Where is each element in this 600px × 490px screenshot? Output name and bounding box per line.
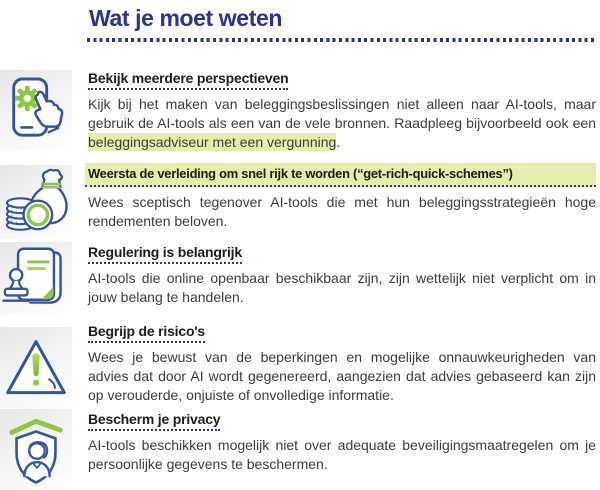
icon-tile	[0, 165, 72, 239]
section-body	[88, 348, 596, 405]
body-text: Kijk bij het maken van beleggingsbeslissingen niet alleen naar AI-tools, maar gebruik de AI-tools als een van de vele bronnen. Raadpleeg bijvoorbeeld ook een	[88, 96, 596, 132]
body-text: AI-tools beschikken mogelijk niet over adequate beveiligingsmaatregelen om je persoonlijke gegevens te beschermen.	[88, 437, 596, 473]
stamp-document-icon	[2, 244, 70, 312]
section-regulation	[0, 242, 596, 314]
body-text: AI-tools die online openbaar beschikbaar zijn, zijn wettelijk niet verplicht om in jouw belang te handelen.	[88, 270, 596, 306]
shield-person-icon	[1, 412, 71, 488]
section-body	[88, 95, 596, 152]
body-text: .	[336, 134, 341, 151]
money-bag-coins-icon	[1, 166, 71, 238]
section-multiple-perspectives	[0, 70, 596, 152]
dotted-divider	[87, 38, 595, 42]
section-body	[88, 193, 596, 231]
section-body	[88, 436, 596, 474]
section-heading: Regulering is belangrijk	[88, 244, 242, 264]
warning-triangle-icon	[2, 333, 70, 405]
section-heading: Begrijp de risico's	[88, 323, 205, 343]
section-privacy	[0, 409, 596, 490]
section-heading: Bekijk meerdere perspectieven	[88, 70, 288, 90]
section-body	[88, 269, 596, 307]
icon-tile	[0, 242, 72, 314]
section-get-rich-quick	[0, 162, 596, 239]
tablet-gear-hand-icon	[5, 73, 67, 147]
section-heading: Bescherm je privacy	[88, 411, 220, 431]
body-text: Wees sceptisch tegenover AI-tools die met hun beleggingsstrategieën hoge rendementen beloven.	[88, 193, 596, 229]
section-risks	[0, 321, 596, 411]
highlighted-text: beleggingsadviseur met een vergunning	[88, 134, 337, 151]
page-title: Wat je moet weten	[89, 5, 282, 31]
body-text: Wees je bewust van de beperkingen en mogelijke onnauwkeurigheden van advies dat door AI wordt gegenereerd, aangezien dat advies gebaseerd kan zijn op verouderde, onjuiste of onvolledige informatie.	[88, 349, 596, 404]
section-heading: Weersta de verleiding om snel rijk te worden (“get-rich-quick-schemes”)	[85, 163, 596, 187]
icon-tile	[0, 409, 72, 490]
icon-tile	[0, 327, 72, 411]
icon-tile	[0, 70, 72, 150]
